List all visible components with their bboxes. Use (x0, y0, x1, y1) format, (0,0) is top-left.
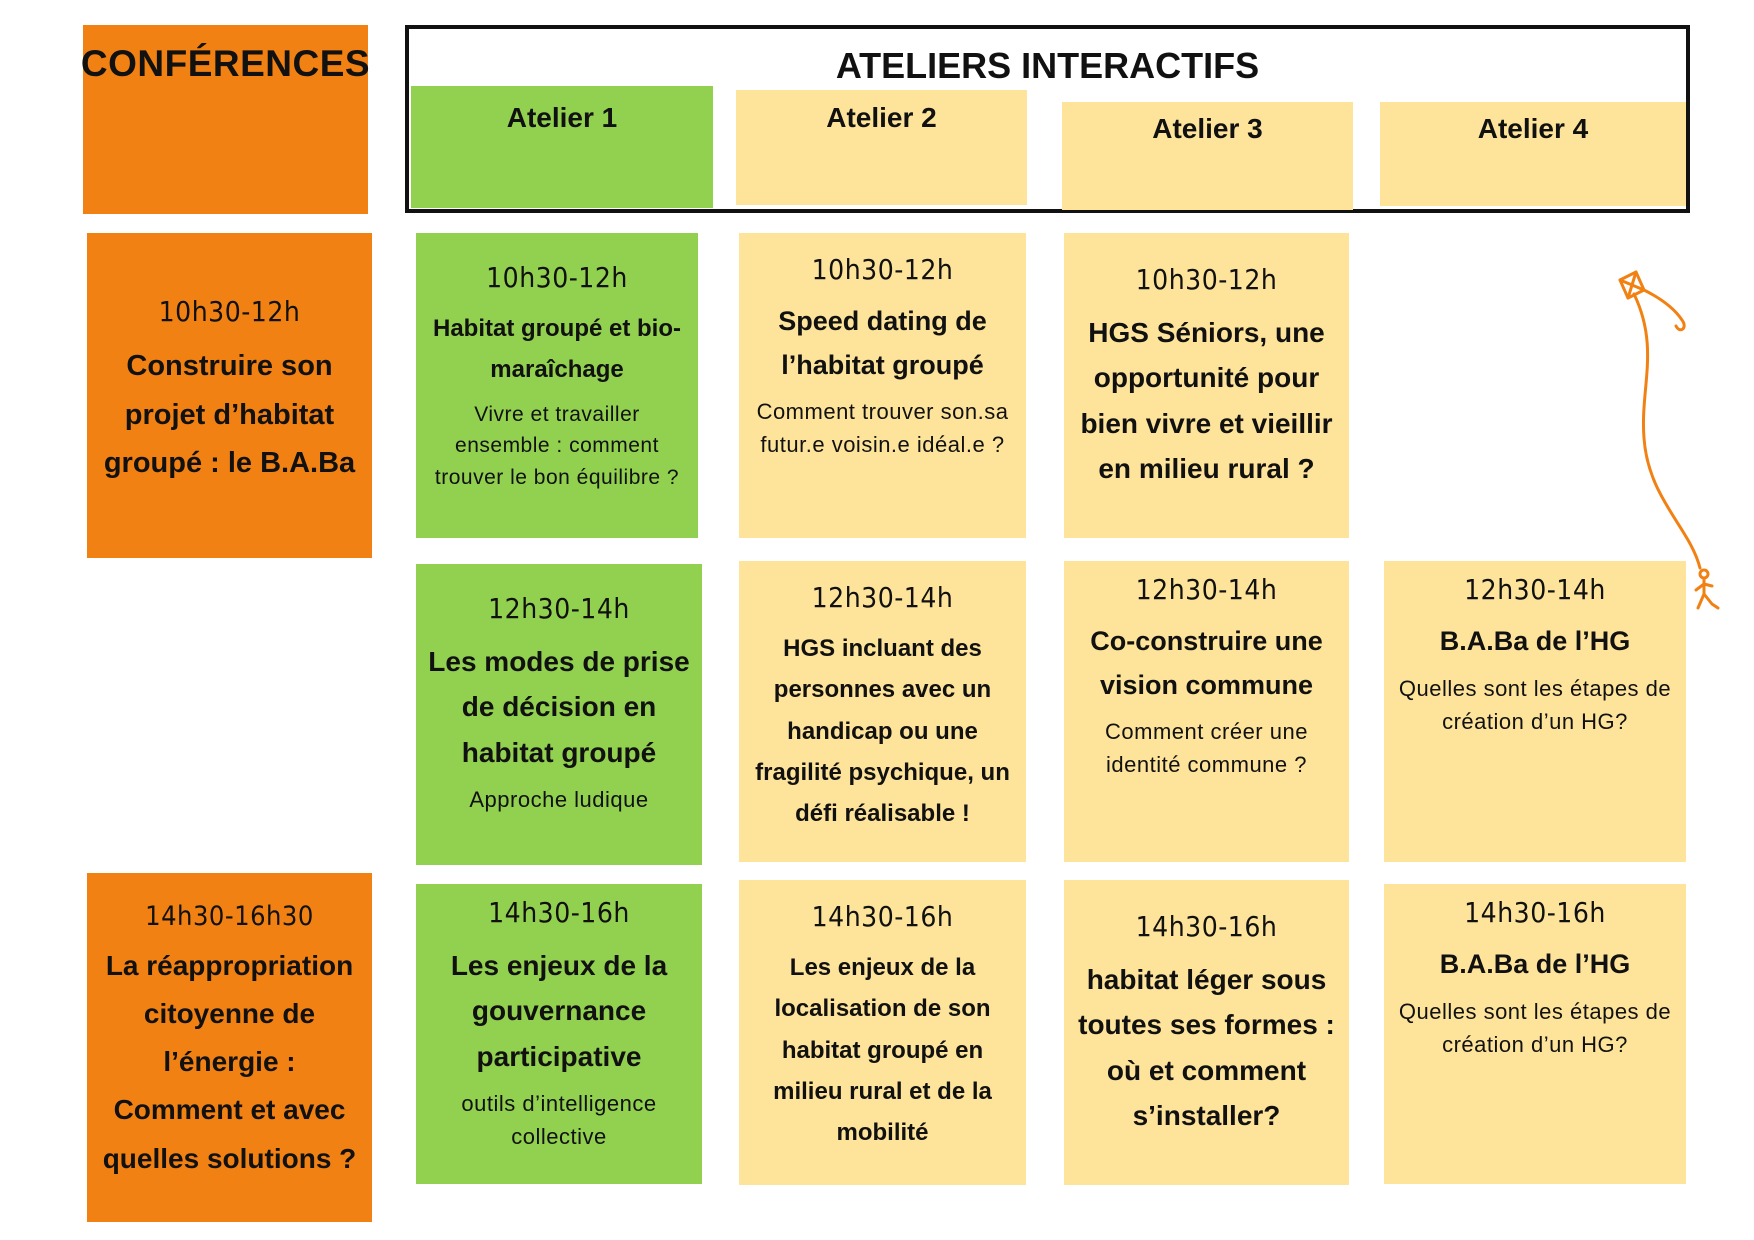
session-time: 14h30-16h (811, 900, 954, 933)
session-title: Habitat groupé et bio-maraîchage (433, 315, 681, 384)
session-title: La réappropriation citoyenne de l’énergie : Comment et avec quelles solutions ? (102, 950, 357, 1174)
session-time: 14h30-16h30 (145, 901, 314, 932)
atelier-3-session-2 (1064, 561, 1349, 862)
session-time: 10h30-12h (486, 261, 628, 294)
session-title: Co-construire une vision commune (1090, 626, 1323, 700)
session-title: Speed dating de l’habitat groupé (778, 306, 987, 380)
atelier-2-header: Atelier 2 (736, 90, 1027, 205)
atelier-1-session-3 (416, 884, 702, 1184)
atelier-3-session-1 (1064, 233, 1349, 538)
session-subtitle: Quelles sont les étapes de création d’un HG? (1398, 998, 1672, 1057)
session-title: Les enjeux de la localisation de son habitat groupé en milieu rural et de la mobilité (773, 954, 992, 1147)
atelier-1-session-1 (416, 233, 698, 538)
session-time: 10h30-12h (158, 295, 301, 328)
session-subtitle: Approche ludique (469, 787, 649, 813)
session-title: B.A.Ba de l’HG (1439, 626, 1631, 656)
session-subtitle: outils d’intelligence collective (461, 1091, 657, 1150)
session-time: 14h30-16h (1135, 910, 1278, 943)
conferences-header (80, 25, 371, 214)
conferences-header-title: CONFÉRENCES (80, 43, 371, 84)
ateliers-header-title: ATELIERS INTERACTIFS (835, 45, 1260, 86)
session-title: Construire son projet d’habitat groupé : le B.A.Ba (103, 350, 356, 480)
atelier-3-session-3 (1064, 880, 1349, 1185)
atelier-4-header: Atelier 4 (1380, 102, 1686, 206)
session-title: habitat léger sous toutes ses formes : où et comment s’installer? (1078, 964, 1335, 1132)
session-title: B.A.Ba de l’HG (1439, 949, 1631, 979)
session-title: Les enjeux de la gouvernance participative (450, 950, 668, 1072)
session-time: 14h30-16h (488, 896, 630, 929)
session-time: 12h30-14h (1464, 573, 1606, 606)
atelier-4-session-3 (1384, 884, 1686, 1184)
session-subtitle: Vivre et travailler ensemble : comment trouver le bon équilibre ? (434, 402, 680, 489)
session-title: HGS Séniors, une opportunité pour bien vivre et vieillir en milieu rural ? (1080, 317, 1333, 485)
session-time: 12h30-14h (1135, 573, 1278, 606)
session-time: 12h30-14h (488, 592, 630, 625)
atelier-3-header: Atelier 3 (1062, 102, 1353, 210)
session-title: Les modes de prise de décision en habitat groupé (428, 646, 690, 768)
session-time: 10h30-12h (1135, 263, 1278, 296)
session-time: 10h30-12h (811, 253, 954, 286)
session-title: HGS incluant des personnes avec un handicap ou une fragilité psychique, un défi réalisable ! (755, 635, 1010, 828)
atelier-2-session-3 (739, 880, 1026, 1185)
session-time: 14h30-16h (1464, 896, 1606, 929)
session-subtitle: Comment trouver son.sa futur.e voisin.e idéal.e ? (756, 399, 1009, 458)
atelier-1-session-2 (416, 564, 702, 865)
session-subtitle: Comment créer une identité commune ? (1105, 719, 1308, 778)
session-time: 12h30-14h (811, 581, 954, 614)
conference-session-1 (87, 233, 372, 558)
session-subtitle: Quelles sont les étapes de création d’un HG? (1398, 675, 1672, 734)
atelier-2-session-2 (739, 561, 1026, 862)
atelier-2-session-1 (739, 233, 1026, 538)
atelier-1-header: Atelier 1 (411, 86, 713, 208)
conference-session-2 (87, 873, 372, 1222)
kite-icon (1600, 268, 1730, 620)
